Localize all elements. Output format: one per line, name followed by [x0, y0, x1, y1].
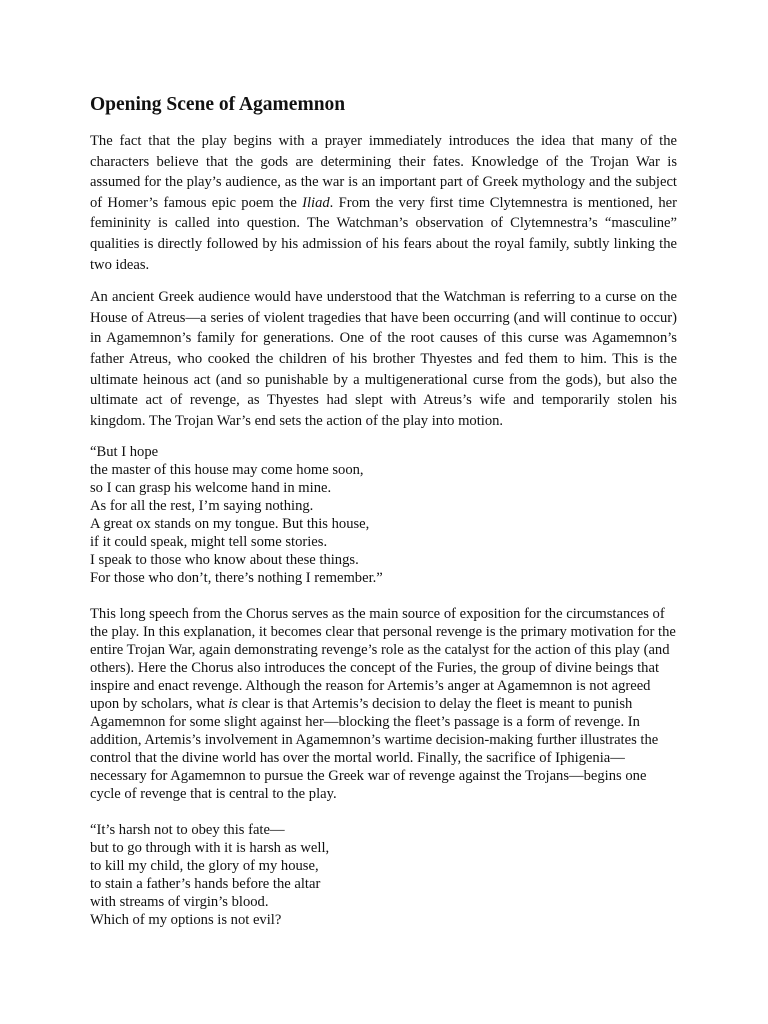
- quote-line: A great ox stands on my tongue. But this house,: [90, 516, 370, 533]
- quote-line: but to go through with it is harsh as well,: [90, 840, 330, 857]
- paragraph-2: An ancient Greek audience would have understood that the Watchman is referring to a curse on the House of Atreus—a series of violent tragedies that have been occurring (and will continue to occur) in Agamemnon’s family for generations. One of the root causes of this curse was Agamemnon’s father Atreus, who cooked the children of his brother Thyestes and fed them to him. This is the ultimate heinous act (and so punishable by a multigenerational curse from the gods), but also the ultimate act of revenge, as Thyestes had slept with Atreus’s wife and temporarily stolen his kingdom. The Trojan War’s end sets the action of the play into motion.: [90, 289, 677, 429]
- quote-line: As for all the rest, I’m saying nothing.: [90, 498, 314, 515]
- paragraph-1: [90, 131, 677, 275]
- quote-line: with streams of virgin’s blood.: [90, 894, 269, 911]
- quote-line: if it could speak, might tell some stories.: [90, 534, 328, 551]
- paragraph-1-text-b: . From the very first time Clytemnestra is mentioned, her femininity is called into question. The Watchman’s observation of Clytemnestra’s “masculine” qualities is directly followed by his admission of his fears about the royal family, subtly linking the two ideas.: [90, 194, 677, 273]
- quote-line: I speak to those who know about these things.: [90, 552, 359, 569]
- quote-block-1: [90, 443, 677, 587]
- paragraph-3-italic: is: [228, 696, 238, 713]
- page-title: Opening Scene of Agamemnon: [90, 94, 346, 115]
- paragraph-1-text-a: The fact that the play begins with a prayer immediately introduces the idea that many of the characters believe that the gods are determining their fates. Knowledge of the Trojan War is assumed for the play’s audience, as the war is an important part of Greek mythology and the subject of Homer’s famous epic poem the: [90, 133, 677, 211]
- quote-line: For those who don’t, there’s nothing I remember.”: [90, 570, 383, 587]
- quote-line: “It’s harsh not to obey this fate—: [90, 822, 285, 839]
- quote-block-2: [90, 821, 677, 929]
- quote-line: the master of this house may come home soon,: [90, 462, 364, 479]
- paragraph-3: [90, 605, 677, 803]
- quote-line: to stain a father’s hands before the altar: [90, 876, 321, 893]
- paragraph-3-text-a: This long speech from the Chorus serves as the main source of exposition for the circumstances of the play. In this explanation, it becomes clear that personal revenge is the primary motivation for the entire Trojan War, again demonstrating revenge’s role as the catalyst for the action of this play (and others). Here the Chorus also introduces the concept of the Furies, the group of divine beings that inspire and enact revenge. Although the reason for Artemis’s anger at Agamemnon is not agreed upon by scholars, what: [90, 606, 676, 713]
- document-page: [90, 93, 677, 947]
- quote-line: so I can grasp his welcome hand in mine.: [90, 480, 332, 497]
- paragraph-1-italic: Iliad: [302, 194, 330, 211]
- quote-line: “But I hope: [90, 444, 159, 461]
- paragraph-3-text-b: clear is that Artemis’s decision to delay the fleet is meant to punish Agamemnon for some slight against her—blocking the fleet’s passage is a form of revenge. In addition, Artemis’s involvement in Agamemnon’s wartime decision-making further illustrates the control that the divine world has over the mortal world. Finally, the sacrifice of Iphigenia—necessary for Agamemnon to pursue the Greek war of revenge against the Trojans—begins one cycle of revenge that is central to the play.: [90, 696, 659, 803]
- quote-line: to kill my child, the glory of my house,: [90, 858, 319, 875]
- quote-line: Which of my options is not evil?: [90, 912, 282, 929]
